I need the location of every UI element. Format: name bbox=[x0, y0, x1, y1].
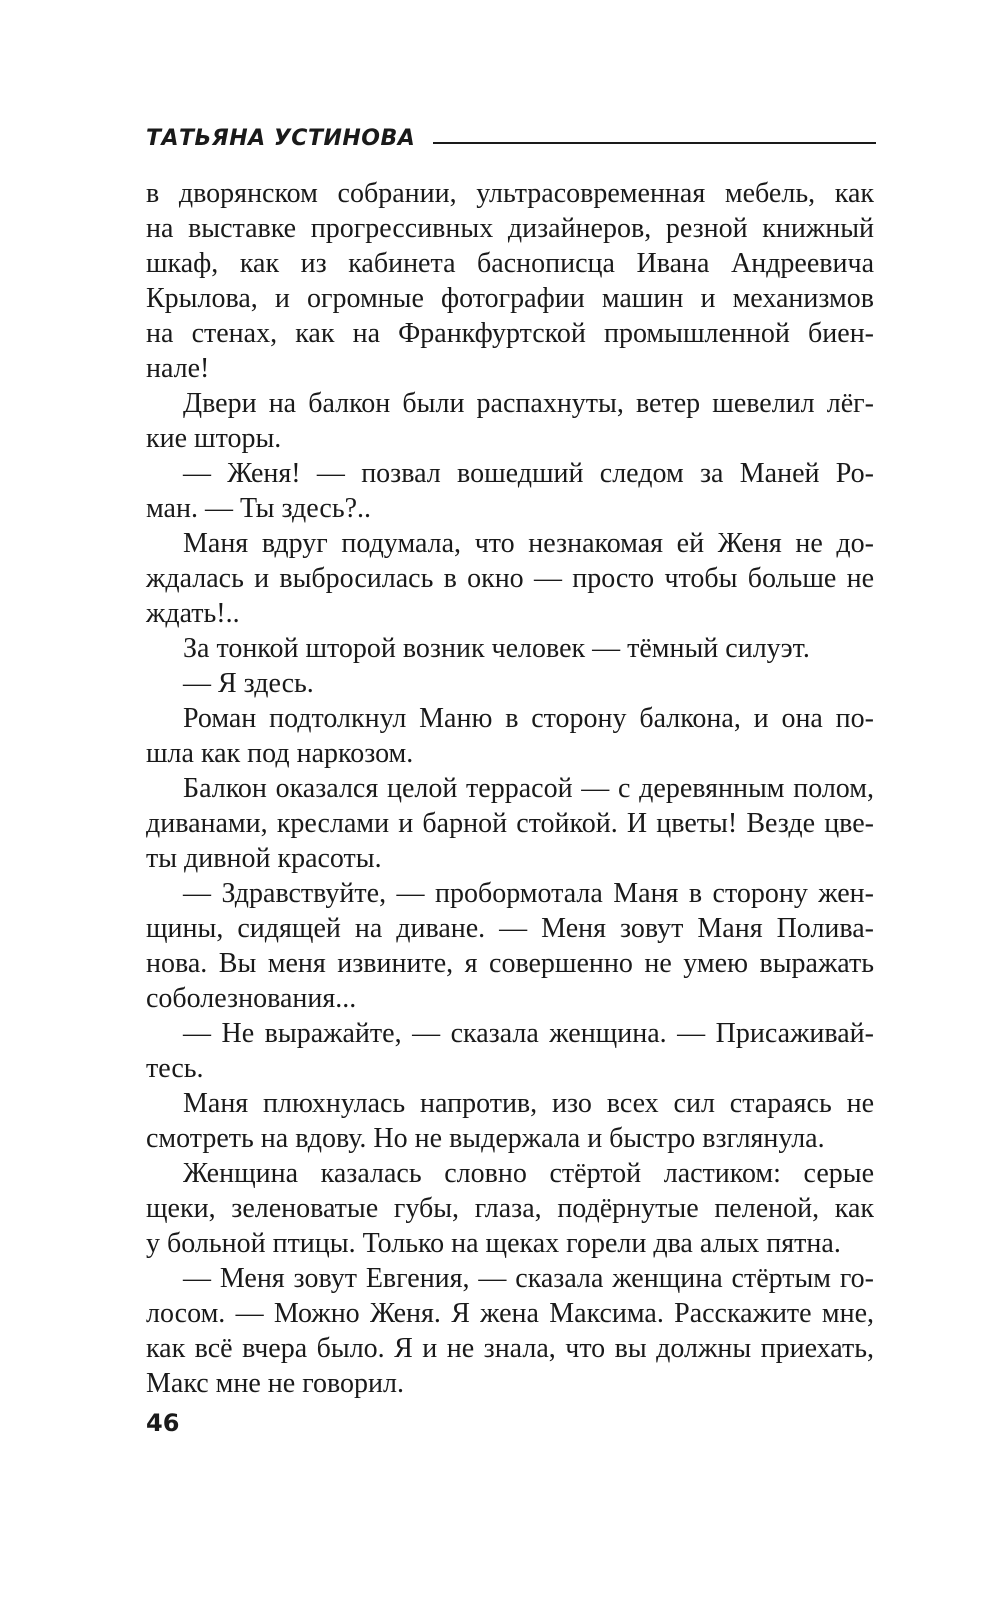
text-line: в дворянском собрании, ультрасовременная мебель, как bbox=[146, 178, 874, 209]
text-line: смотреть на вдову. Но не выдержала и быстро взглянула. bbox=[146, 1123, 825, 1154]
paragraph bbox=[146, 701, 874, 771]
text-line: на выставке прогрессивных дизайнеров, резной книжный bbox=[146, 213, 874, 244]
text-line: Маня вдруг подумала, что незнакомая ей Женя не до- bbox=[183, 528, 874, 559]
text-line: нова. Вы меня извините, я совершенно не умею выражать bbox=[146, 948, 874, 979]
text-line: — Я здесь. bbox=[183, 668, 314, 699]
paragraph bbox=[146, 771, 874, 876]
text-line: лосом. — Можно Женя. Я жена Максима. Расскажите мне, bbox=[146, 1298, 874, 1329]
paragraph bbox=[146, 456, 874, 526]
text-line: Роман подтолкнул Маню в сторону балкона, и она по- bbox=[183, 703, 874, 734]
page-number: 46 bbox=[146, 1409, 180, 1437]
paragraph bbox=[146, 666, 874, 701]
text-line: — Меня зовут Евгения, — сказала женщина стёртым го- bbox=[183, 1263, 874, 1294]
paragraph bbox=[146, 176, 874, 386]
running-head bbox=[146, 116, 876, 152]
text-line: ты дивной красоты. bbox=[146, 843, 382, 874]
text-line: ман. — Ты здесь?.. bbox=[146, 493, 372, 524]
text-line: — Женя! — позвал вошедший следом за Маней Ро- bbox=[183, 458, 874, 489]
text-line: Женщина казалась словно стёртой ластиком: серые bbox=[183, 1158, 874, 1189]
text-line: диванами, креслами и барной стойкой. И цветы! Везде цве- bbox=[146, 808, 874, 839]
text-line: нале! bbox=[146, 353, 210, 384]
paragraph bbox=[146, 1086, 874, 1156]
text-line: шкаф, как из кабинета баснописца Ивана Андреевича bbox=[146, 248, 874, 279]
text-line: соболезнования... bbox=[146, 983, 357, 1014]
paragraph bbox=[146, 526, 874, 631]
text-line: шла как под наркозом. bbox=[146, 738, 414, 769]
text-line: — Не выражайте, — сказала женщина. — Присаживай- bbox=[183, 1018, 874, 1049]
text-line: За тонкой шторой возник человек — тёмный силуэт. bbox=[183, 633, 810, 664]
paragraph bbox=[146, 631, 874, 666]
text-line: кие шторы. bbox=[146, 423, 282, 454]
text-line: — Здравствуйте, — пробормотала Маня в сторону жен- bbox=[183, 878, 874, 909]
body-text bbox=[146, 176, 874, 1401]
running-head-rule bbox=[433, 142, 876, 144]
text-line: Макс мне не говорил. bbox=[146, 1368, 404, 1399]
text-line: щеки, зеленоватые губы, глаза, подёрнутые пеленой, как bbox=[146, 1193, 874, 1224]
text-line: Маня плюхнулась напротив, изо всех сил стараясь не bbox=[183, 1088, 874, 1119]
text-line: тесь. bbox=[146, 1053, 204, 1084]
paragraph bbox=[146, 1016, 874, 1086]
text-line: Крылова, и огромные фотографии машин и механизмов bbox=[146, 283, 874, 314]
text-line: щины, сидящей на диване. — Меня зовут Маня Полива- bbox=[146, 913, 874, 944]
paragraph bbox=[146, 1156, 874, 1261]
text-line: Двери на балкон были распахнуты, ветер шевелил лёг- bbox=[183, 388, 874, 419]
text-line: Балкон оказался целой террасой — с деревянным полом, bbox=[183, 773, 874, 804]
text-line: ждалась и выбросилась в окно — просто чтобы больше не bbox=[146, 563, 874, 594]
text-line: как всё вчера было. Я и не знала, что вы должны приехать, bbox=[146, 1333, 874, 1364]
paragraph bbox=[146, 1261, 874, 1401]
paragraph bbox=[146, 386, 874, 456]
text-line: ждать!.. bbox=[146, 598, 240, 629]
running-head-author: ТАТЬЯНА УСТИНОВА bbox=[146, 126, 416, 151]
paragraph bbox=[146, 876, 874, 1016]
text-line: на стенах, как на Франкфуртской промышленной биен- bbox=[146, 318, 874, 349]
text-line: у больной птицы. Только на щеках горели два алых пятна. bbox=[146, 1228, 841, 1259]
